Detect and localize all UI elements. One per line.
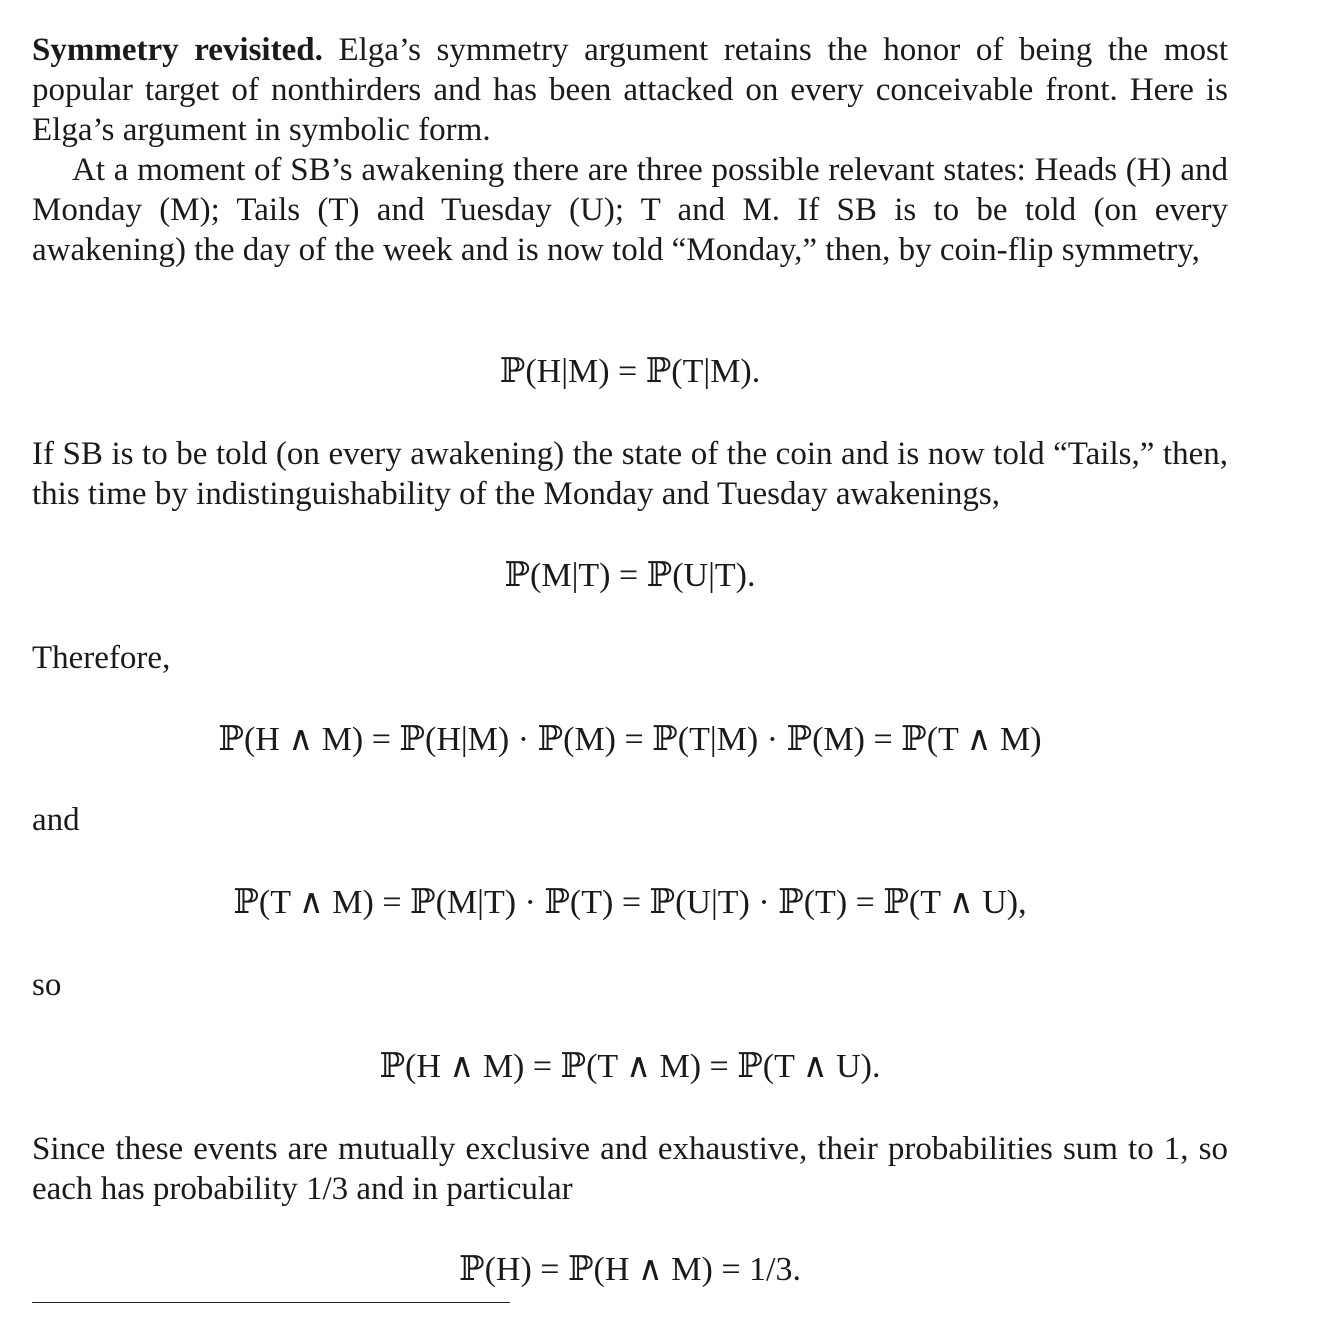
so-label: so bbox=[32, 967, 62, 1003]
footnote-divider bbox=[32, 1302, 510, 1303]
tails-paragraph: If SB is to be told (on every awakening) the state of the coin and is now told “Tails,” then, this time by indistinguishability of the Monday and Tuesday awakenings, bbox=[32, 436, 1228, 512]
equation-5: ℙ(H ∧ M) = ℙ(T ∧ M) = ℙ(T ∧ U). bbox=[379, 1048, 881, 1085]
intro-text: Elga’s symmetry argument retains the honor of being the most popular target of nonthirders and has been attacked on every conceivable front. Here is Elga’s argument in symbolic form. bbox=[32, 32, 1228, 148]
equation-2: ℙ(M|T) = ℙ(U|T). bbox=[504, 557, 756, 594]
and-label: and bbox=[32, 802, 80, 838]
equation-4: ℙ(T ∧ M) = ℙ(M|T) · ℙ(T) = ℙ(U|T) · ℙ(T) = ℙ(T ∧ U), bbox=[233, 884, 1027, 921]
equation-3: ℙ(H ∧ M) = ℙ(H|M) · ℙ(M) = ℙ(T|M) · ℙ(M) = ℙ(T ∧ M) bbox=[218, 721, 1042, 758]
therefore-label: Therefore, bbox=[32, 640, 171, 676]
equation-1: ℙ(H|M) = ℙ(T|M). bbox=[499, 353, 761, 390]
conclusion-paragraph: Since these events are mutually exclusive and exhaustive, their probabilities sum to 1, so each has probability 1/3 and in particular bbox=[32, 1131, 1228, 1207]
section-heading: Symmetry revisited. bbox=[32, 32, 323, 68]
states-paragraph: At a moment of SB’s awakening there are three possible relevant states: Heads (H) and Monday (M); Tails (T) and Tuesday (U); T and M. If SB is to be told (on every awakening) the day of the week and is now told “Monday,” then, by coin-flip symmetry, bbox=[32, 152, 1228, 268]
equation-6: ℙ(H) = ℙ(H ∧ M) = 1/3. bbox=[459, 1251, 801, 1288]
intro-paragraph bbox=[32, 30, 1228, 150]
